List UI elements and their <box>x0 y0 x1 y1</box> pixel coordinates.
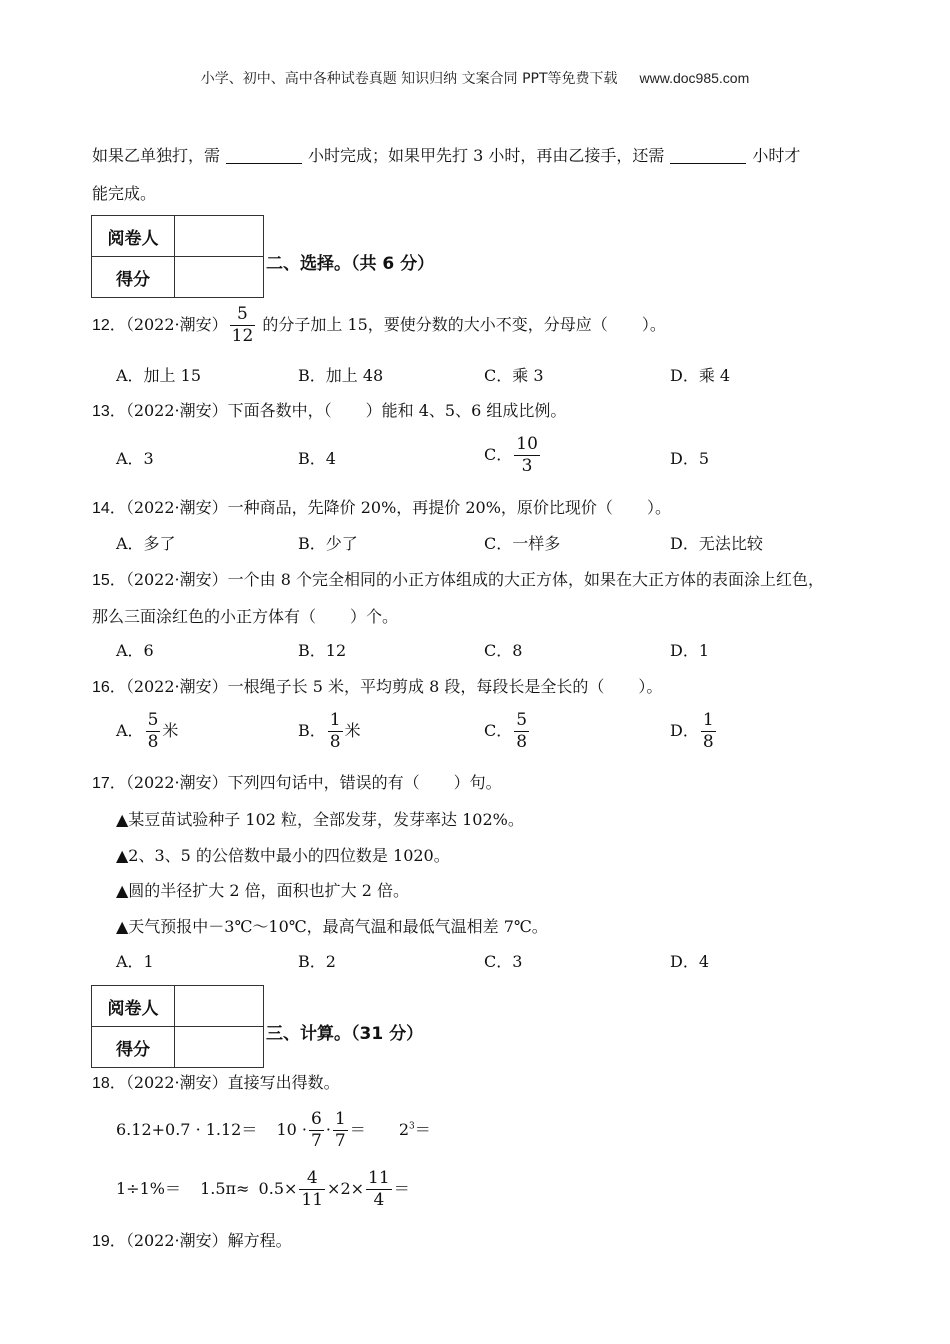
question-source: （2022·潮安） <box>125 1231 228 1250</box>
numerator: 5 <box>237 304 248 324</box>
option-c[interactable]: C．8 <box>484 641 523 660</box>
statement-item: ▲2、3、5 的公倍数中最小的四位数是 1020。 <box>116 846 450 865</box>
question-source: （2022·潮安） <box>125 677 228 696</box>
option-d[interactable]: D．乘 4 <box>670 366 731 385</box>
option-label: B． <box>298 721 326 740</box>
section-title: 二、选择。（共 6 分） <box>266 254 435 274</box>
question-source: （2022·潮安） <box>125 1073 228 1092</box>
answer-blank[interactable] <box>670 147 746 164</box>
question-source: （2022·潮安） <box>125 315 228 334</box>
fraction <box>514 712 529 751</box>
question-14 <box>92 498 671 519</box>
carry-line-2: 能完成。 <box>92 184 157 203</box>
denominator: 8 <box>516 732 528 752</box>
option-a[interactable] <box>116 712 178 751</box>
denominator: 7 <box>311 1131 322 1151</box>
numerator: 1 <box>334 1109 346 1129</box>
carry-text-c: 小时才 <box>752 146 801 165</box>
score-cell <box>175 257 264 298</box>
question-18 <box>92 1073 340 1094</box>
denominator: 3 <box>514 455 540 475</box>
question-number: 14． <box>92 500 126 517</box>
question-end: ）个。 <box>350 607 399 626</box>
carry-line-1 <box>92 146 800 166</box>
option-c[interactable]: C．3 <box>484 952 523 971</box>
reviewer-label: 阅卷人 <box>92 986 175 1027</box>
question-text: 一种商品，先降价 20%，再提价 20%，原价比现价（ <box>227 498 613 517</box>
question-text: 直接写出得数。 <box>227 1073 340 1092</box>
statement-item: ▲某豆苗试验种子 102 粒，全部发芽，发芽率达 102%。 <box>116 810 524 829</box>
question-text: 一根绳子长 5 米，平均剪成 8 段，每段长是全长的（ <box>227 677 605 696</box>
question-text: 的分子加上 15，要使分数的大小不变，分母应（ <box>262 315 608 334</box>
numerator: 1 <box>329 710 341 730</box>
option-b[interactable]: B．少了 <box>298 534 358 553</box>
option-b[interactable]: B．2 <box>298 952 336 971</box>
score-box <box>91 985 264 1068</box>
question-source: （2022·潮安） <box>125 570 228 589</box>
score-label: 得分 <box>92 257 175 298</box>
option-a[interactable]: A．多了 <box>116 534 176 553</box>
option-label: D． <box>670 721 699 740</box>
question-end: ）句。 <box>453 773 502 792</box>
unit: 米 <box>344 721 361 740</box>
option-d[interactable] <box>670 712 718 751</box>
denominator: 4 <box>366 1189 392 1209</box>
fraction <box>299 1170 325 1209</box>
header-site: www.doc985.com <box>639 70 750 86</box>
reviewer-label: 阅卷人 <box>92 216 175 257</box>
fraction <box>366 1170 392 1209</box>
header-text: 小学、初中、高中各种试卷真题 知识归纳 文案合同 PPT等免费下载 <box>200 71 618 87</box>
question-text: 一个由 8 个完全相同的小正方体组成的大正方体，如果在大正方体的表面涂上红色， <box>227 570 824 589</box>
question-15 <box>92 570 824 591</box>
denominator: 8 <box>329 732 341 752</box>
option-a[interactable]: A．加上 15 <box>116 366 202 385</box>
score-label: 得分 <box>92 1027 175 1068</box>
numerator: 11 <box>368 1168 390 1188</box>
option-c[interactable]: C．一样多 <box>484 534 561 553</box>
question-number: 15． <box>92 572 126 589</box>
numerator: 6 <box>311 1109 322 1129</box>
option-a[interactable]: A．3 <box>116 449 154 468</box>
question-15-line-2 <box>92 607 398 627</box>
fraction <box>514 436 540 475</box>
expression: 1÷1%＝ <box>116 1179 181 1198</box>
expression-part: 0.5× <box>258 1179 298 1198</box>
option-b[interactable]: B．加上 48 <box>298 366 384 385</box>
page-header <box>0 68 950 88</box>
expression-part: ＝ <box>414 1120 431 1139</box>
option-label: C． <box>484 445 513 464</box>
unit: 米 <box>162 721 179 740</box>
numerator: 5 <box>516 710 528 730</box>
question-number: 13． <box>92 403 126 420</box>
section-title: 三、计算。（31 分） <box>266 1024 424 1044</box>
question-source: （2022·潮安） <box>125 773 228 792</box>
question-number: 17． <box>92 775 126 792</box>
question-source: （2022·潮安） <box>125 401 228 420</box>
expression-part: ×2× <box>327 1179 365 1198</box>
option-b[interactable]: B．12 <box>298 641 347 660</box>
reviewer-cell <box>175 216 264 257</box>
option-label: A． <box>116 721 144 740</box>
expression-part: · <box>325 1120 331 1139</box>
question-text: 解方程。 <box>227 1231 292 1250</box>
question-text: 下面各数中，（ <box>227 401 332 420</box>
option-b[interactable]: B．4 <box>298 449 336 468</box>
question-text-b: ）能和 4、5、6 组成比例。 <box>365 401 567 420</box>
expression: 1.5π≈ <box>200 1179 250 1198</box>
option-label: C． <box>484 721 513 740</box>
reviewer-cell <box>175 986 264 1027</box>
question-text: 下列四句话中，错误的有（ <box>227 773 420 792</box>
question-12 <box>92 306 666 345</box>
option-c[interactable] <box>484 436 542 475</box>
exponent: 3 <box>409 1121 415 1132</box>
score-cell <box>175 1027 264 1068</box>
question-text: 那么三面涂红色的小正方体有（ <box>92 607 317 626</box>
question-17 <box>92 773 502 794</box>
question-source: （2022·潮安） <box>125 498 228 517</box>
answer-blank[interactable] <box>226 147 302 164</box>
option-d[interactable]: D．4 <box>670 952 710 971</box>
option-c[interactable]: C．乘 3 <box>484 366 544 385</box>
question-16 <box>92 677 662 698</box>
expression: 6.12+0.7 · 1.12＝ <box>116 1120 258 1139</box>
question-end: ）。 <box>641 315 666 334</box>
option-c[interactable] <box>484 712 531 751</box>
fraction <box>146 712 161 751</box>
question-19 <box>92 1231 292 1252</box>
carry-text-b: 小时完成；如果甲先打 3 小时，再由乙接手，还需 <box>308 146 665 165</box>
denominator: 11 <box>301 1190 324 1210</box>
question-end: ）。 <box>646 498 671 517</box>
expression-part: 10 · <box>276 1120 307 1139</box>
numerator: 1 <box>702 710 714 730</box>
fraction <box>701 712 716 751</box>
option-b[interactable] <box>298 712 361 751</box>
denominator: 8 <box>147 732 159 752</box>
numerator: 5 <box>147 710 159 730</box>
question-number: 19． <box>92 1233 126 1250</box>
numerator: 4 <box>306 1168 318 1188</box>
option-d[interactable]: D．1 <box>670 641 710 660</box>
expression-part: ＝ <box>393 1179 410 1198</box>
option-a[interactable]: A．1 <box>116 952 154 971</box>
statement-item: ▲圆的半径扩大 2 倍，面积也扩大 2 倍。 <box>116 881 410 900</box>
fraction <box>230 306 256 345</box>
denominator: 12 <box>231 326 254 346</box>
question-13 <box>92 401 566 422</box>
fraction <box>309 1111 324 1150</box>
fraction <box>333 1111 348 1150</box>
fraction <box>328 712 343 751</box>
option-a[interactable]: A．6 <box>116 641 154 660</box>
expression-part: ＝ <box>349 1120 366 1139</box>
numerator: 10 <box>516 434 538 454</box>
question-number: 18． <box>92 1075 126 1092</box>
statement-item: ▲天气预报中－3℃～10℃，最高气温和最低气温相差 7℃。 <box>116 917 548 936</box>
expression-part: 2 <box>398 1120 410 1139</box>
question-number: 12． <box>92 317 126 334</box>
option-d[interactable]: D．无法比较 <box>670 534 763 553</box>
expression-row-1 <box>116 1111 431 1150</box>
option-d[interactable]: D．5 <box>670 449 710 468</box>
question-end: ）。 <box>638 677 663 696</box>
denominator: 7 <box>334 1131 346 1151</box>
question-number: 16． <box>92 679 126 696</box>
carry-text-a: 如果乙单独打，需 <box>92 146 221 165</box>
denominator: 8 <box>702 732 714 752</box>
expression-row-2 <box>116 1170 410 1209</box>
score-box <box>91 215 264 298</box>
